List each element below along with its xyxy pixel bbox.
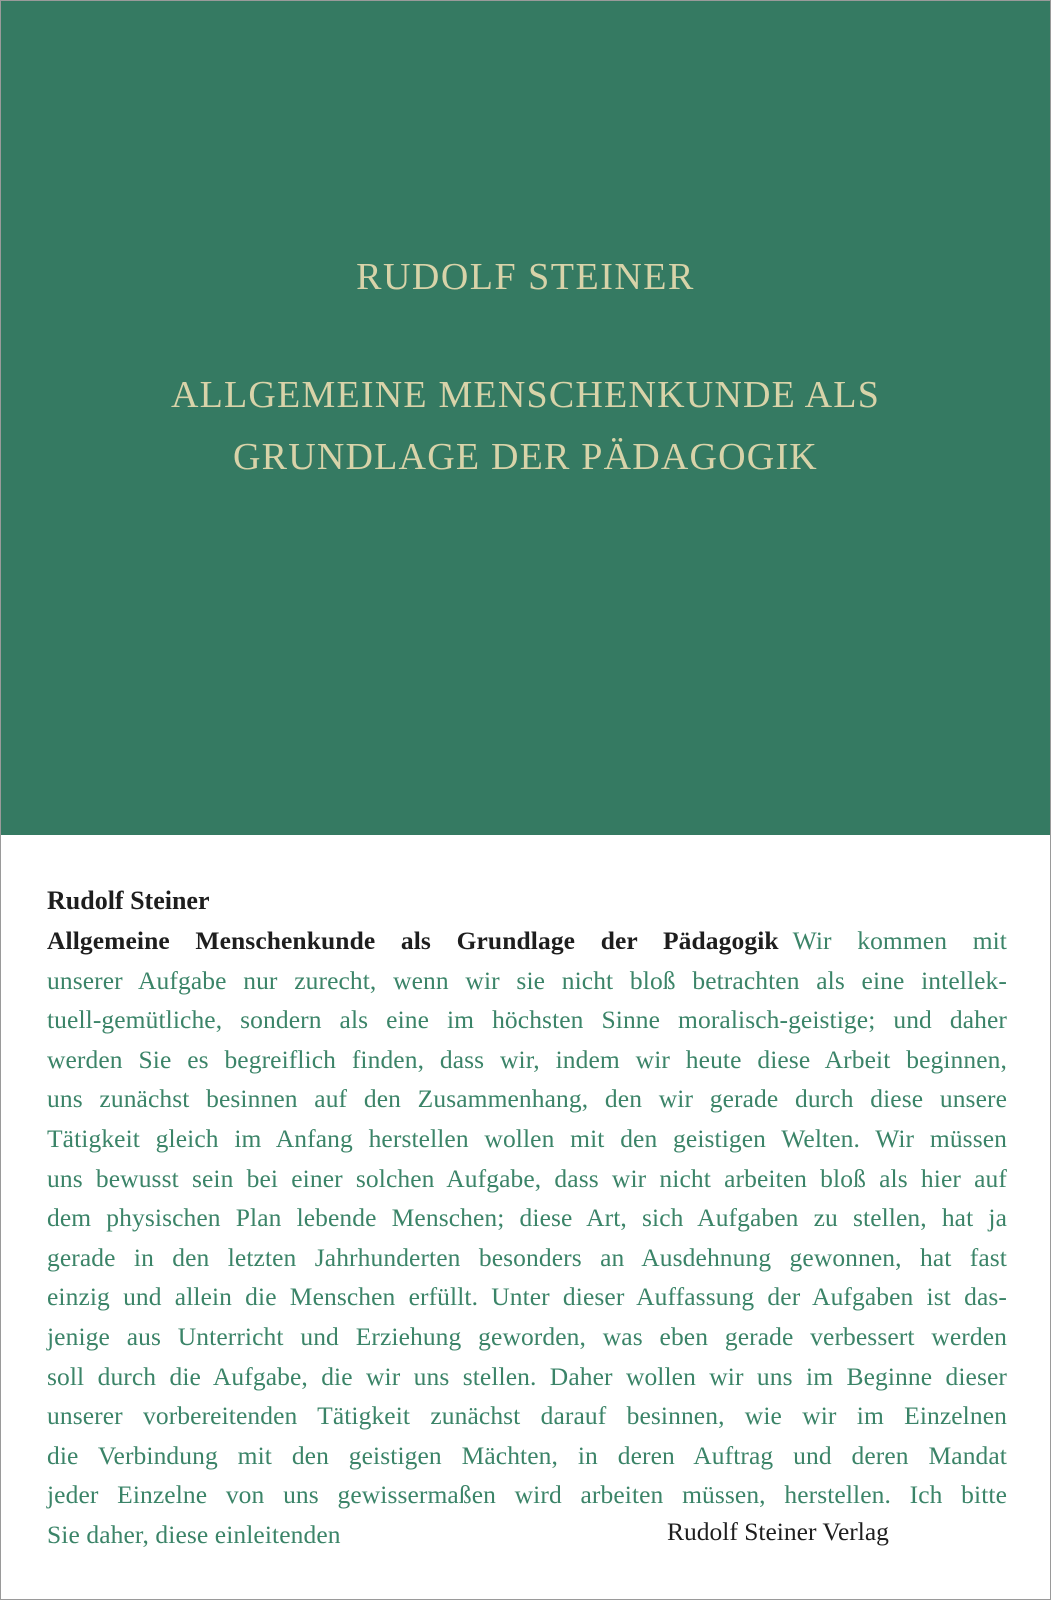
blurb-author: Rudolf Steiner xyxy=(47,886,210,915)
blurb-line: Sie daher, diese einleitenden xyxy=(47,1519,341,1549)
cover-title-line-1: ALLGEMEINE MENSCHENKUNDE ALS xyxy=(170,374,881,416)
blurb-line: jeder Einzelne von uns gewissermaßen wird arbeiten müssen, herstellen. Ich bitte xyxy=(47,1480,1007,1510)
blurb-line: unserer vorbereitenden Tätigkeit zunächst darauf besinnen, wie wir im Einzelnen xyxy=(47,1401,1007,1431)
green-title-panel xyxy=(1,1,1050,835)
blurb-line: einzig und allein die Menschen erfüllt. Unter dieser Auffassung der Aufgaben ist das- xyxy=(47,1282,1007,1312)
blurb-line: tuell-gemütliche, sondern als eine im höchsten Sinne moralisch-geistige; und daher xyxy=(47,1005,1007,1035)
blurb-line: uns zunächst besinnen auf den Zusammenhang, den wir gerade durch diese unsere xyxy=(47,1084,1007,1114)
blurb-line: uns bewusst sein bei einer solchen Aufgabe, dass wir nicht arbeiten bloß als hier auf xyxy=(47,1163,1007,1193)
blurb-line: unserer Aufgabe nur zurecht, wenn wir sie nicht bloß betrachten als eine intellek- xyxy=(47,965,1007,995)
blurb-line: dem physischen Plan lebende Menschen; diese Art, sich Aufgaben zu stellen, hat ja xyxy=(47,1203,1007,1233)
blurb-line: gerade in den letzten Jahrhunderten besonders an Ausdehnung gewonnen, hat fast xyxy=(47,1242,1007,1272)
cover-title-line-2: GRUNDLAGE DER PÄDAGOGIK xyxy=(233,436,818,478)
blurb-line: Tätigkeit gleich im Anfang herstellen wollen mit den geistigen Welten. Wir müssen xyxy=(47,1123,1007,1153)
cover-author: RUDOLF STEINER xyxy=(356,256,695,298)
blurb-line: Allgemeine Menschenkunde als Grundlage der Pädagogik Wir kommen mit xyxy=(47,926,1007,955)
blurb-section xyxy=(47,881,1007,1555)
publisher-name: Rudolf Steiner Verlag xyxy=(667,1517,889,1546)
blurb-title: Allgemeine Menschenkunde als Grundlage der Pädagogik xyxy=(47,926,779,955)
blurb-line: werden Sie es begreiflich finden, dass wir, indem wir heute diese Arbeit beginnen, xyxy=(47,1044,1007,1074)
blurb-line: die Verbindung mit den geistigen Mächten, in deren Auftrag und deren Mandat xyxy=(47,1440,1007,1470)
blurb-line: jenige aus Unterricht und Erziehung geworden, was eben gerade verbessert werden xyxy=(47,1321,1007,1351)
blurb-line: soll durch die Aufgabe, die wir uns stellen. Daher wollen wir uns im Beginne dieser xyxy=(47,1361,1007,1391)
cover-title xyxy=(1,364,1050,488)
